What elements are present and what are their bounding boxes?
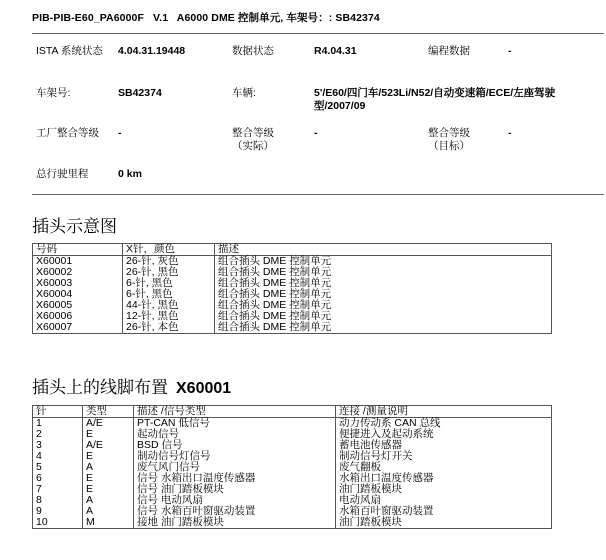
table-cell: X60007 (33, 322, 123, 334)
table-cell: 信号 水箱出口温度传感器 (134, 473, 336, 484)
table-cell: 3 (33, 440, 83, 451)
table-cell: 制动信号灯信号 (134, 451, 336, 462)
mileage-value: 0 km (118, 168, 142, 180)
table-cell: 接地 油门踏板模块 (134, 517, 336, 529)
table-cell: A/E (83, 440, 134, 451)
table-cell: 组合插头 DME 控制单元 (215, 322, 552, 334)
data-status-label: 数据状态 (232, 45, 274, 57)
table-cell: X60006 (33, 311, 123, 322)
table-cell: 9 (33, 506, 83, 517)
table-cell: 信号 油门踏板模块 (134, 484, 336, 495)
table-cell: 组合插头 DME 控制单元 (215, 256, 552, 268)
table-cell: A/E (83, 418, 134, 430)
table-cell: 废气翻板 (336, 462, 552, 473)
vehicle-value: 5'/E60/四门车/523Li/N52/自动变速箱/ECE/左座驾驶型/2007/09 (314, 87, 556, 112)
pin-row (33, 495, 552, 506)
pin-row (33, 462, 552, 473)
pin-row (33, 418, 552, 430)
pinout-connector-id: X60001 (176, 380, 232, 397)
table-cell: 5 (33, 462, 83, 473)
target-level-label: 整合等级（目标） (428, 127, 470, 152)
doc-title: A6000 DME 控制单元, 车架号：: SB42374 (176, 12, 380, 24)
connector-row (33, 322, 552, 334)
connectors-table (32, 243, 552, 334)
data-status-value: R4.04.31 (314, 45, 357, 57)
vin-label: 车架号: (36, 87, 71, 99)
target-level-value: - (508, 127, 512, 139)
table-cell: X60001 (33, 256, 123, 268)
vehicle-info-panel (32, 33, 604, 195)
table-cell: 组合插头 DME 控制单元 (215, 289, 552, 300)
connectors-title-text: 插头示意图 (32, 217, 117, 237)
table-cell: 10 (33, 517, 83, 529)
column-header: 连接 /测量说明 (336, 406, 552, 418)
table-cell: 制动信号灯开关 (336, 451, 552, 462)
actual-level-value: - (314, 127, 318, 139)
table-cell: M (83, 517, 134, 529)
table-cell: E (83, 451, 134, 462)
table-cell: 12-针, 黑色 (123, 311, 215, 322)
table-cell: 信号 水箱百叶窗驱动装置 (134, 506, 336, 517)
table-cell: 起动信号 (134, 429, 336, 440)
table-cell: 组合插头 DME 控制单元 (215, 267, 552, 278)
column-header: 类型 (83, 406, 134, 418)
pinout-title-text: 插头上的线脚布置 (32, 378, 168, 398)
table-cell: 7 (33, 484, 83, 495)
actual-level-label: 整合等级（实际） (232, 127, 274, 152)
table-cell: A (83, 495, 134, 506)
table-cell: X60004 (33, 289, 123, 300)
table-cell: E (83, 473, 134, 484)
column-header: 针 (33, 406, 83, 418)
table-cell: 6-针, 黑色 (123, 289, 215, 300)
table-cell: 废气风门信号 (134, 462, 336, 473)
table-cell: PT-CAN 低信号 (134, 418, 336, 430)
table-cell: X60003 (33, 278, 123, 289)
column-header: 号码 (33, 244, 123, 256)
table-cell: 组合插头 DME 控制单元 (215, 278, 552, 289)
pinout-section-title (32, 373, 231, 398)
table-cell: 26-针, 本色 (123, 322, 215, 334)
table-cell: 组合插头 DME 控制单元 (215, 311, 552, 322)
table-cell: 信号 电动风扇 (134, 495, 336, 506)
table-cell: 26-针, 灰色 (123, 256, 215, 268)
pin-row (33, 484, 552, 495)
pin-row (33, 429, 552, 440)
mileage-label: 总行驶里程 (36, 168, 89, 180)
table-cell: 6 (33, 473, 83, 484)
table-cell: 便捷进入及起动系统 (336, 429, 552, 440)
pin-row (33, 517, 552, 529)
table-cell: 油门踏板模块 (336, 484, 552, 495)
table-cell: 水箱出口温度传感器 (336, 473, 552, 484)
factory-level-label: 工厂整合等级 (36, 127, 99, 139)
table-cell: A (83, 462, 134, 473)
vehicle-label: 车辆: (232, 87, 256, 99)
table-cell: 44-针, 黑色 (123, 300, 215, 311)
table-cell: 1 (33, 418, 83, 430)
column-header: 描述 /信号类型 (134, 406, 336, 418)
pinout-table (32, 405, 552, 529)
table-cell: A (83, 506, 134, 517)
table-header-row (33, 244, 552, 256)
ista-label: ISTA 系统状态 (36, 45, 103, 57)
table-cell: 6-针, 黑色 (123, 278, 215, 289)
vin-value: SB42374 (118, 87, 162, 99)
table-cell: 组合插头 DME 控制单元 (215, 300, 552, 311)
table-cell: X60005 (33, 300, 123, 311)
pin-row (33, 473, 552, 484)
pin-row (33, 506, 552, 517)
table-cell: 油门踏板模块 (336, 517, 552, 529)
doc-version: V.1 (153, 12, 169, 24)
pin-row (33, 440, 552, 451)
programming-data-value: - (508, 45, 512, 57)
table-cell: 蓄电池传感器 (336, 440, 552, 451)
table-cell: 电动风扇 (336, 495, 552, 506)
table-cell: BSD 信号 (134, 440, 336, 451)
table-cell: 26-针, 黑色 (123, 267, 215, 278)
table-cell: 水箱百叶窗驱动装置 (336, 506, 552, 517)
table-cell: 8 (33, 495, 83, 506)
table-cell: E (83, 429, 134, 440)
column-header: 描述 (215, 244, 552, 256)
table-cell: 4 (33, 451, 83, 462)
factory-level-value: - (118, 127, 122, 139)
table-cell: 动力传动系 CAN 总线 (336, 418, 552, 430)
doc-id: PIB-PIB-E60_PA6000F (32, 12, 145, 24)
document-header (32, 10, 386, 25)
column-header: X针，颜色 (123, 244, 215, 256)
ista-value: 4.04.31.19448 (118, 45, 186, 57)
connectors-section-title (32, 212, 117, 237)
table-header-row (33, 406, 552, 418)
table-cell: X60002 (33, 267, 123, 278)
table-cell: 2 (33, 429, 83, 440)
table-cell: E (83, 484, 134, 495)
programming-data-label: 编程数据 (428, 45, 470, 57)
pin-row (33, 451, 552, 462)
